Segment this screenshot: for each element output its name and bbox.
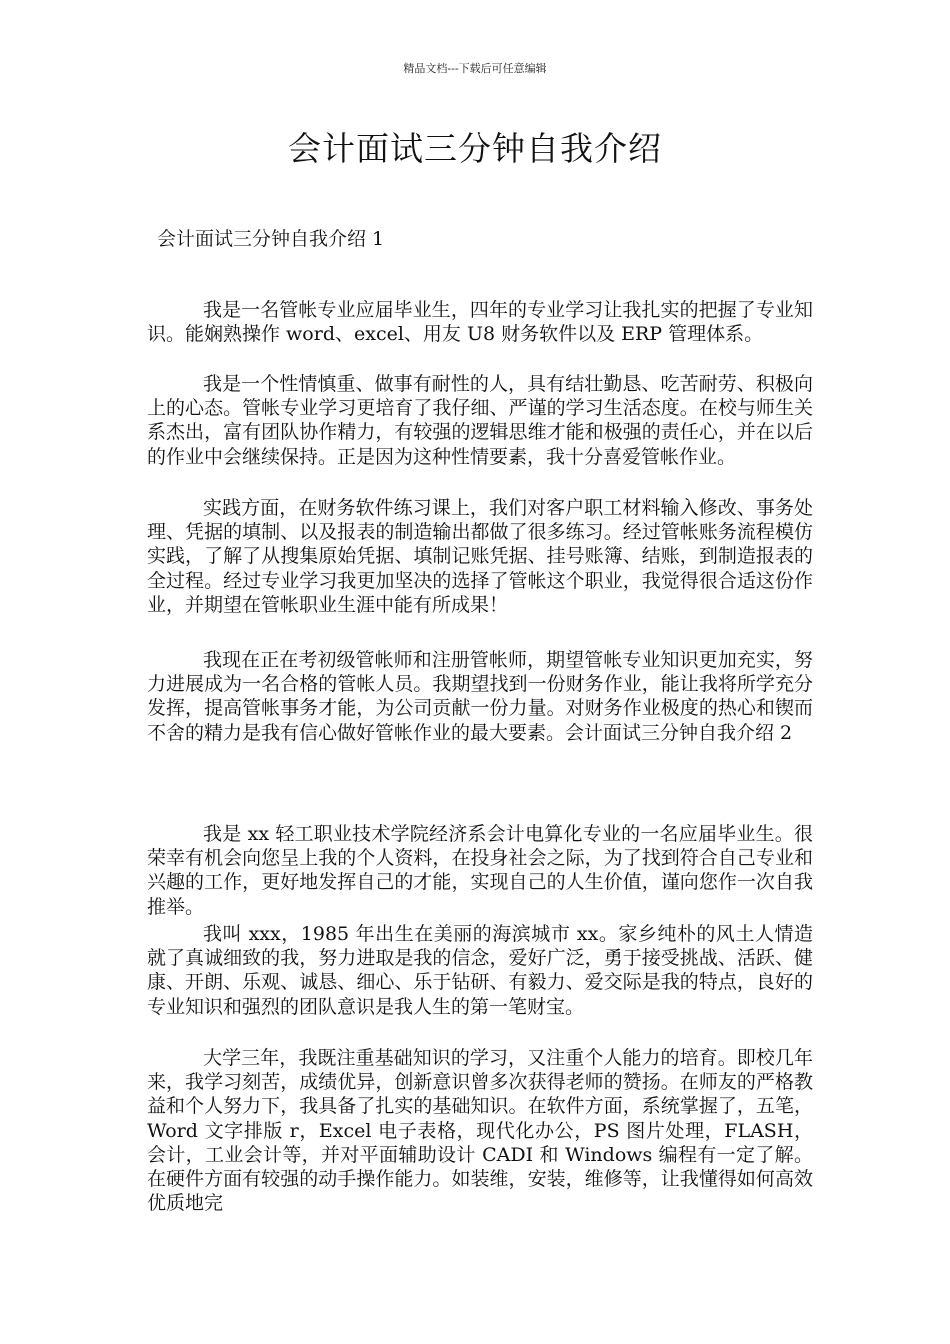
header-note: 精品文档---下载后可任意编辑	[403, 62, 547, 75]
paragraph-2-3: 大学三年，我既注重基础知识的学习，又注重个人能力的培育。即校几年来，我学习刻苦，成绩优异，创新意识曾多次获得老师的赞扬。在师友的严格教益和个人努力下，我具备了扎实的基础知识。在软件方面，系统掌握了，五笔，Word 文字排版 r，Excel 电子表格，现代化办公，PS 图片处理，FLASH，会计，工业会计等，并对平面辅助设计 CADI 和 Windows 编程有一定了解。在硬件方面有较强的动手操作能力。如装维，安装，维修等，让我懂得如何高效优质地完	[147, 1047, 813, 1215]
section-heading-1: 会计面试三分钟自我介绍 1	[157, 228, 385, 250]
page-title: 会计面试三分钟自我介绍	[288, 129, 662, 168]
paragraph-1-2: 我是一个性情慎重、做事有耐性的人，具有结壮勤恳、吃苦耐劳、积极向上的心态。管帐专业学习更培育了我仔细、严谨的学习生活态度。在校与师生关系杰出，富有团队协作精力，有较强的逻辑思维才能和极强的责任心，并在以后的作业中会继续保持。正是因为这种性情要素，我十分喜爱管帐作业。	[147, 373, 813, 468]
paragraph-1-1: 我是一名管帐专业应届毕业生，四年的专业学习让我扎实的把握了专业知识。能娴熟操作 word、excel、用友 U8 财务软件以及 ERP 管理体系。	[147, 299, 813, 346]
paragraph-2-1: 我是 xx 轻工职业技术学院经济系会计电算化专业的一名应届毕业生。很荣幸有机会向您呈上我的个人资料，在投身社会之际，为了找到符合自己专业和兴趣的工作，更好地发挥自己的才能，实现自己的人生价值，谨向您作一次自我推举。	[147, 823, 813, 918]
paragraph-2-2: 我叫 xxx，1985 年出生在美丽的海滨城市 xx。家乡纯朴的风土人情造就了真诚细致的我，努力进取是我的信念，爱好广泛，勇于接受挑战、活跃、健康、开朗、乐观、诚恳、细心、乐于钻研、有毅力、爱交际是我的特点，良好的专业知识和强烈的团队意识是我人生的第一笔财宝。	[147, 923, 813, 1018]
paragraph-1-3: 实践方面，在财务软件练习课上，我们对客户职工材料输入修改、事务处理、凭据的填制、以及报表的制造输出都做了很多练习。经过管帐账务流程模仿实践，了解了从搜集原始凭据、填制记账凭据、挂号账簿、结账，到制造报表的全过程。经过专业学习我更加坚决的选择了管帐这个职业，我觉得很合适这份作业，并期望在管帐职业生涯中能有所成果！	[147, 497, 813, 616]
paragraph-1-4: 我现在正在考初级管帐师和注册管帐师，期望管帐专业知识更加充实，努力进展成为一名合格的管帐人员。我期望找到一份财务作业，能让我将所学充分发挥，提高管帐事务才能，为公司贡献一份力量。对财务作业极度的热心和锲而不舍的精力是我有信心做好管帐作业的最大要素。会计面试三分钟自我介绍 2	[147, 649, 813, 744]
